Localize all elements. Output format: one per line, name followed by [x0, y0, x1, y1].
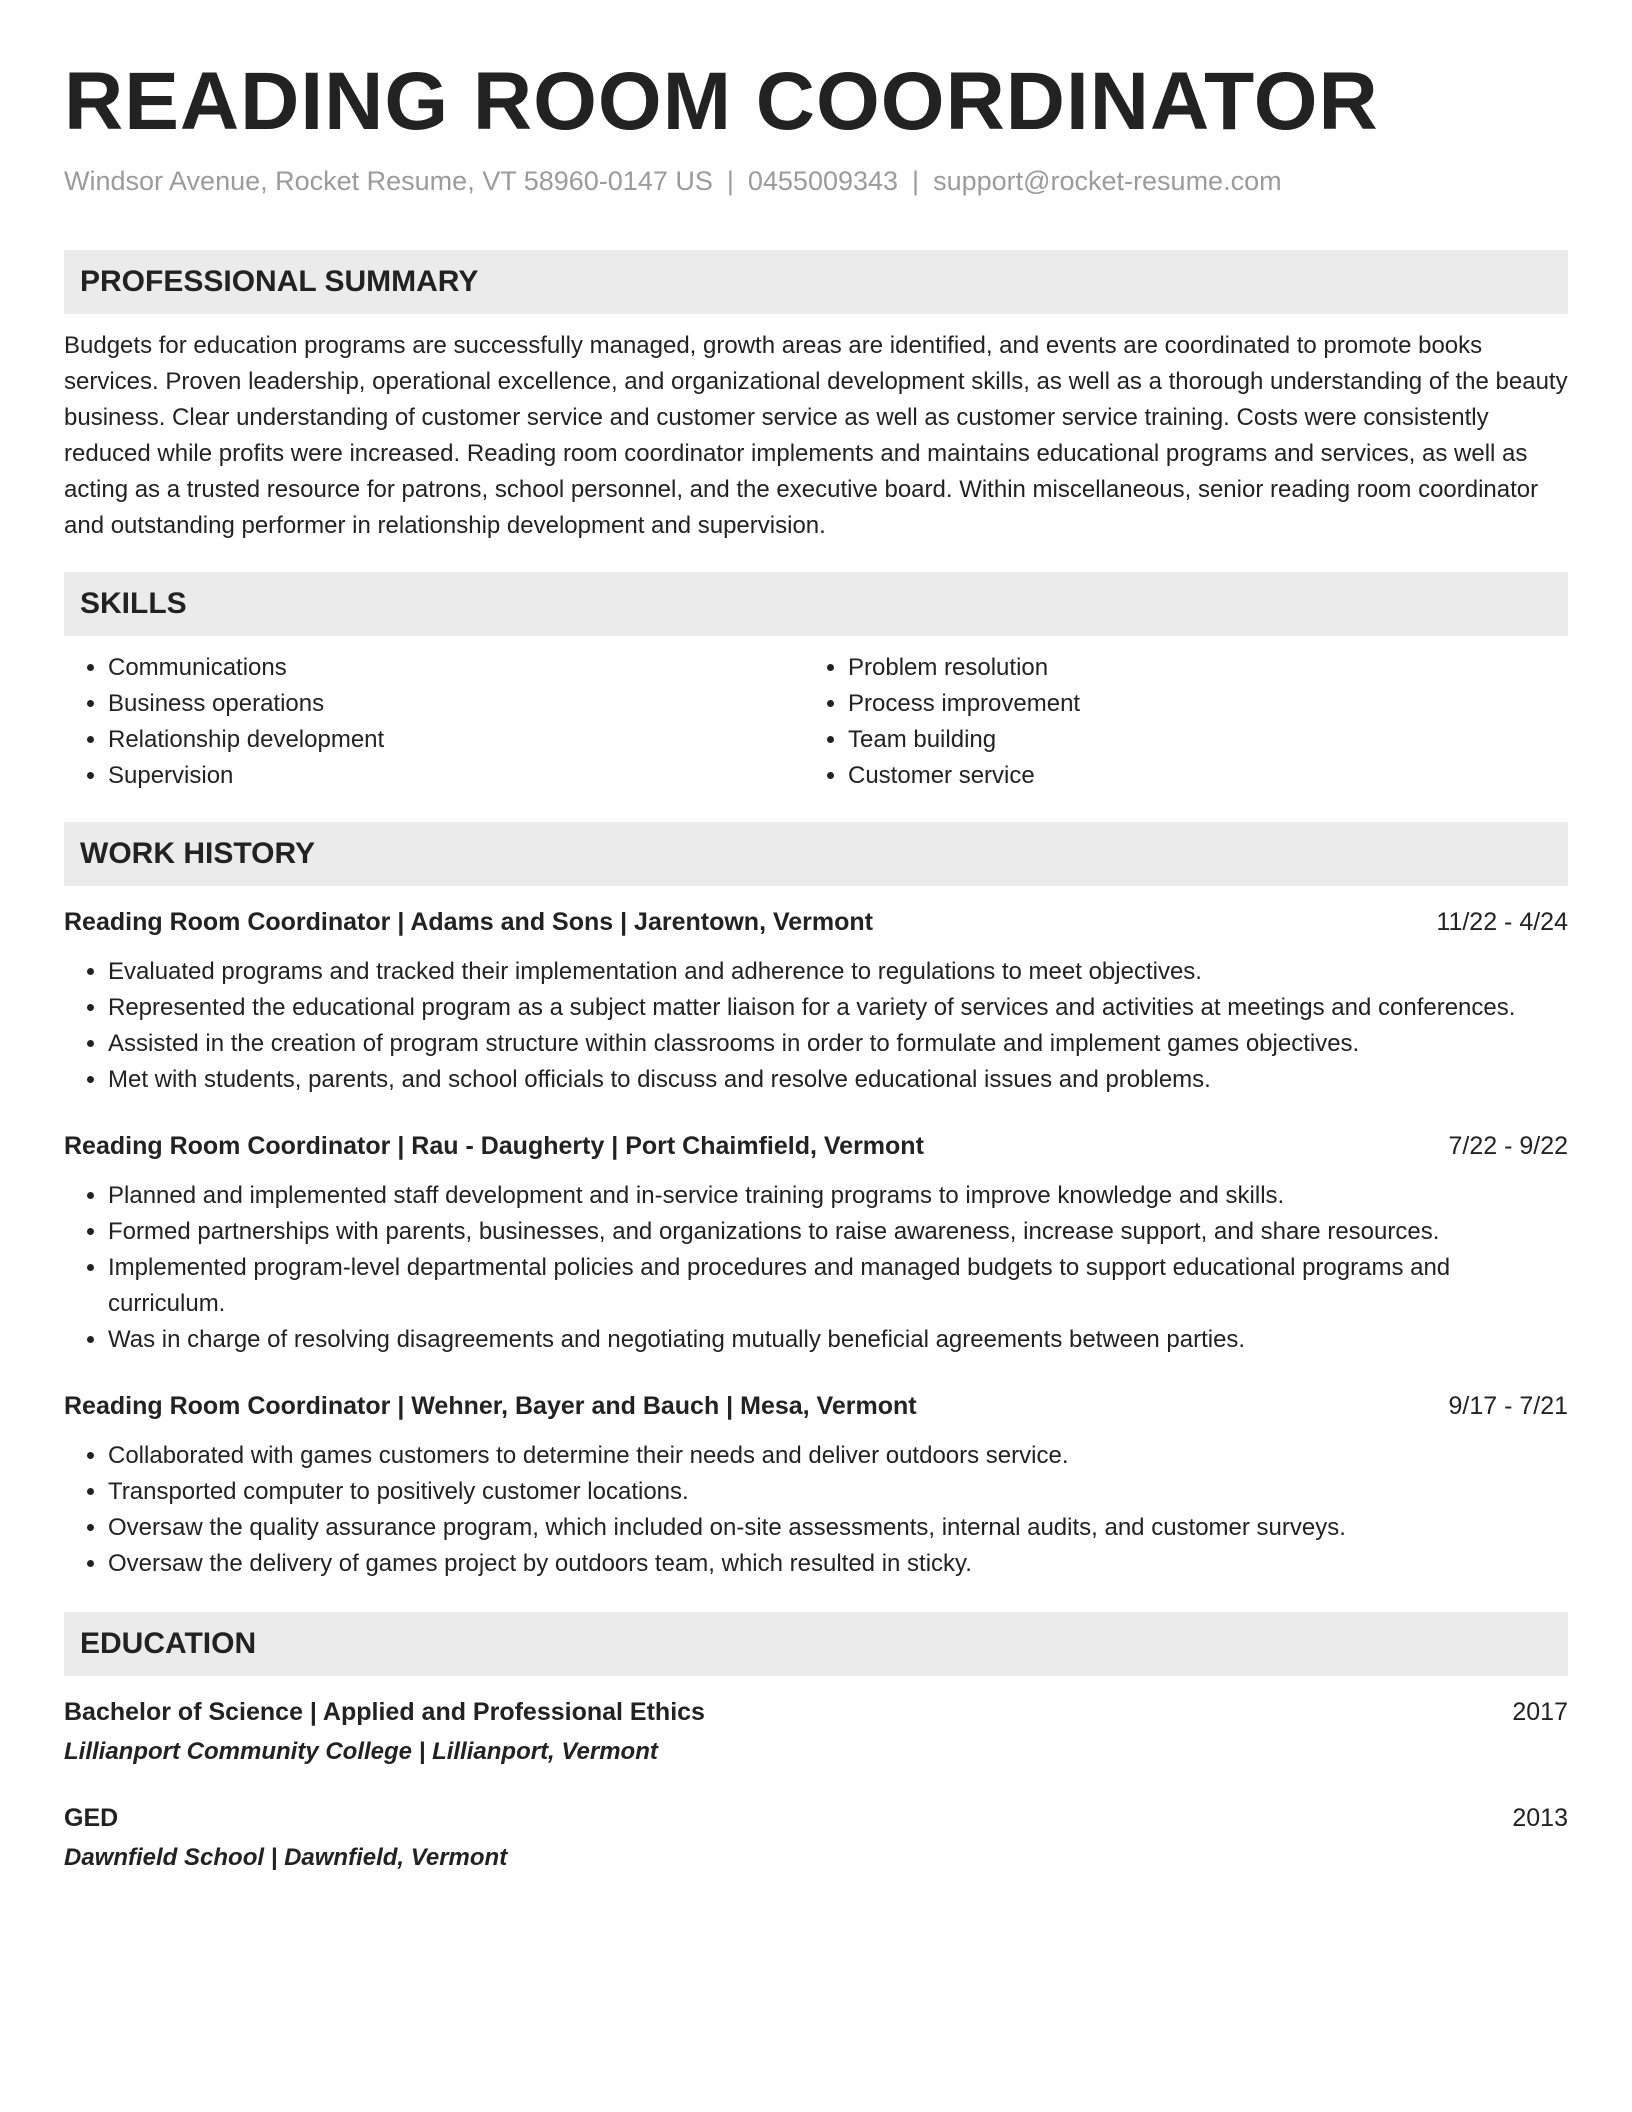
contact-line	[64, 164, 1568, 198]
job-bullet: • Transported computer to positively customer locations.	[108, 1474, 1568, 1510]
job-bullet: • Represented the educational program as a subject matter liaison for a variety of services and activities at meetings and conferences.	[108, 990, 1568, 1026]
job-bullet: • Oversaw the quality assurance program, which included on-site assessments, internal audits, and customer surveys.	[108, 1510, 1568, 1546]
summary-heading: PROFESSIONAL SUMMARY	[64, 250, 1568, 314]
work-history-heading: WORK HISTORY	[64, 822, 1568, 886]
job-bullet: • Planned and implemented staff development and in-service training programs to improve knowledge and skills.	[108, 1178, 1568, 1214]
skill-item: • Communications	[108, 650, 804, 686]
education-header	[64, 1694, 1568, 1730]
job-bullets	[64, 954, 1568, 1098]
skill-item: • Process improvement	[848, 686, 1544, 722]
job-bullet: • Implemented program-level departmental policies and procedures and managed budgets to support educational programs and curriculum.	[108, 1250, 1568, 1322]
contact-email: support@rocket-resume.com	[933, 166, 1282, 196]
contact-address: Windsor Avenue, Rocket Resume, VT 58960-0147 US	[64, 166, 713, 196]
skill-item: • Customer service	[848, 758, 1544, 794]
education-entry	[64, 1800, 1568, 1876]
job-title: Reading Room Coordinator | Wehner, Bayer and Bauch | Mesa, Vermont	[64, 1392, 917, 1420]
education-school: Dawnfield School | Dawnfield, Vermont	[64, 1844, 508, 1871]
resume-name: READING ROOM COORDINATOR	[64, 56, 1379, 147]
job-bullet: • Collaborated with games customers to determine their needs and deliver outdoors service.	[108, 1438, 1568, 1474]
skills-column-left	[64, 650, 804, 794]
contact-separator: |	[726, 166, 734, 196]
education-header	[64, 1800, 1568, 1836]
education-school: Lillianport Community College | Lillianport, Vermont	[64, 1738, 658, 1765]
job-header	[64, 1388, 1568, 1424]
job-entry	[64, 904, 1568, 1098]
contact-phone: 0455009343	[747, 166, 899, 196]
education-year: 2017	[1512, 1698, 1568, 1726]
skill-item: • Relationship development	[108, 722, 804, 758]
summary-text: Budgets for education programs are successfully managed, growth areas are identified, and events are coordinated to promote books services. Proven leadership, operational excellence, and organizational development skills, as well as a thorough understanding of the beauty business. Clear understanding of customer service and customer service as well as customer service training. Costs were consistently reduced while profits were increased. Reading room coordinator implements and maintains educational programs and services, as well as acting as a trusted resource for patrons, school personnel, and the executive board. Within miscellaneous, senior reading room coordinator and outstanding performer in relationship development and supervision.	[64, 332, 1568, 539]
job-bullets	[64, 1178, 1568, 1358]
education-heading: EDUCATION	[64, 1612, 1568, 1676]
job-title: Reading Room Coordinator | Adams and Sons | Jarentown, Vermont	[64, 908, 873, 936]
job-title: Reading Room Coordinator | Rau - Daugherty | Port Chaimfield, Vermont	[64, 1132, 924, 1160]
skill-item: • Team building	[848, 722, 1544, 758]
job-dates: 7/22 - 9/22	[1448, 1132, 1568, 1160]
education-year: 2013	[1512, 1804, 1568, 1832]
job-dates: 11/22 - 4/24	[1436, 908, 1568, 936]
job-bullet: • Was in charge of resolving disagreements and negotiating mutually beneficial agreements between parties.	[108, 1322, 1568, 1358]
skill-item: • Supervision	[108, 758, 804, 794]
job-entry	[64, 1388, 1568, 1582]
skills-heading: SKILLS	[64, 572, 1568, 636]
skills-grid	[64, 650, 1568, 794]
job-header	[64, 904, 1568, 940]
education-entry	[64, 1694, 1568, 1770]
job-dates: 9/17 - 7/21	[1448, 1392, 1568, 1420]
job-header	[64, 1128, 1568, 1164]
job-bullets	[64, 1438, 1568, 1582]
job-bullet: • Oversaw the delivery of games project by outdoors team, which resulted in sticky.	[108, 1546, 1568, 1582]
job-entry	[64, 1128, 1568, 1358]
education-degree: Bachelor of Science | Applied and Professional Ethics	[64, 1698, 705, 1726]
job-bullet: • Formed partnerships with parents, businesses, and organizations to raise awareness, increase support, and share resources.	[108, 1214, 1568, 1250]
skill-item: • Problem resolution	[848, 650, 1544, 686]
job-bullet: • Assisted in the creation of program structure within classrooms in order to formulate and implement games objectives.	[108, 1026, 1568, 1062]
skills-column-right	[804, 650, 1544, 794]
education-degree: GED	[64, 1804, 119, 1832]
job-bullet: • Met with students, parents, and school officials to discuss and resolve educational issues and problems.	[108, 1062, 1568, 1098]
job-bullet: • Evaluated programs and tracked their implementation and adherence to regulations to meet objectives.	[108, 954, 1568, 990]
skill-item: • Business operations	[108, 686, 804, 722]
contact-separator: |	[912, 166, 920, 196]
